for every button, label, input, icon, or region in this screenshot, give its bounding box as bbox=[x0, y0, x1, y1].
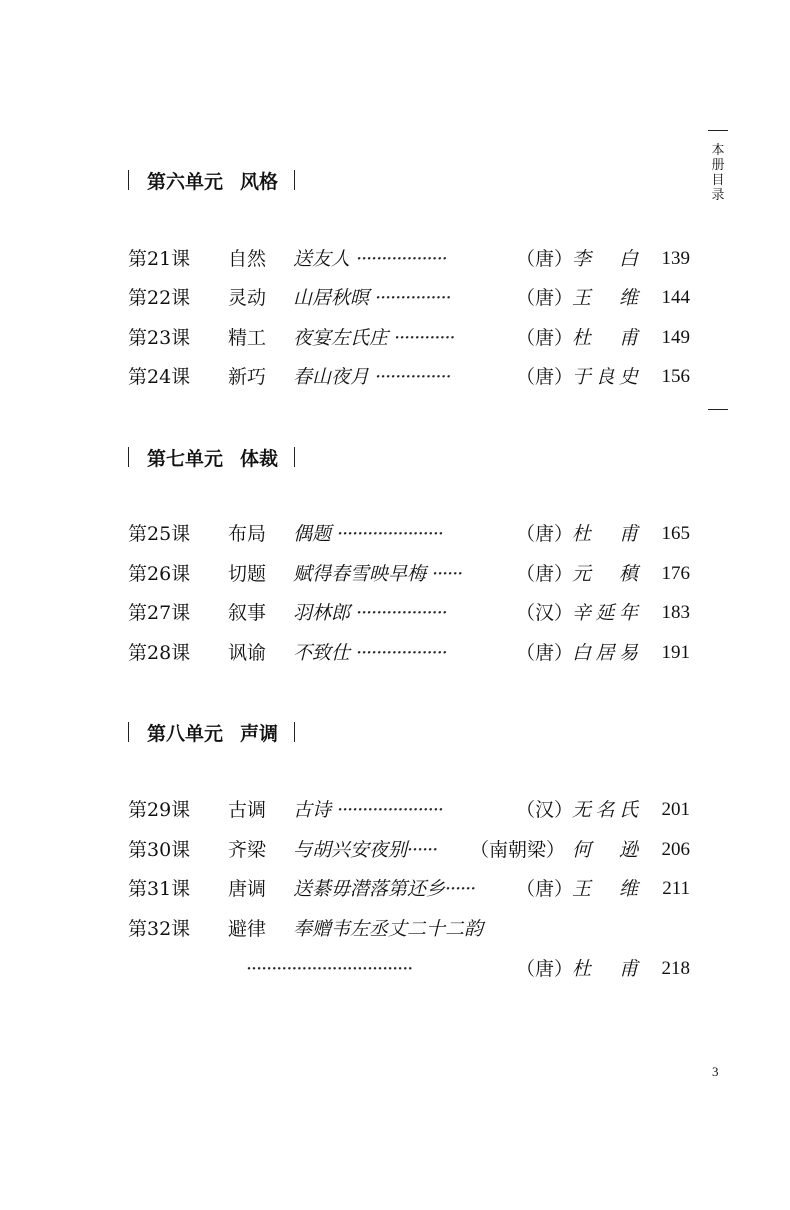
unit-theme: 风格 bbox=[240, 170, 279, 193]
leader-dots: ··············· bbox=[375, 366, 451, 388]
lesson-topic: 避律 bbox=[228, 918, 267, 940]
lesson-topic: 齐梁 bbox=[228, 839, 267, 861]
page-number: 206 bbox=[661, 839, 690, 860]
poem-title-text: 夜宴左氏庄 bbox=[293, 327, 389, 349]
dynasty: （唐） bbox=[516, 642, 574, 664]
lesson-topic: 精工 bbox=[228, 327, 267, 349]
poem-title-text: 与胡兴安夜别 bbox=[293, 839, 408, 861]
lesson-number: 第28课 bbox=[128, 642, 191, 664]
lesson-number: 第31课 bbox=[128, 878, 191, 900]
author: 王维 bbox=[572, 287, 638, 309]
poem-title-text: 送友人 bbox=[293, 248, 351, 270]
lesson-number: 第27课 bbox=[128, 602, 191, 624]
lesson-number: 第23课 bbox=[128, 327, 191, 349]
heading-left-bar bbox=[128, 447, 129, 467]
page-number: 139 bbox=[661, 248, 690, 269]
toc-entry[interactable] bbox=[128, 599, 690, 627]
author: 杜甫 bbox=[572, 327, 638, 349]
toc-entry[interactable] bbox=[128, 915, 690, 943]
author: 杜甫 bbox=[572, 958, 638, 980]
dynasty: （汉） bbox=[516, 799, 574, 821]
toc-entry[interactable] bbox=[128, 245, 690, 273]
author: 无名氏 bbox=[572, 799, 638, 821]
poem-title bbox=[293, 875, 475, 903]
poem-title bbox=[293, 363, 451, 391]
poem-title-text: 古诗 bbox=[293, 799, 332, 821]
leader-dots: ······ bbox=[407, 839, 438, 861]
lesson-topic: 灵动 bbox=[228, 287, 267, 309]
sidebar-label: 本册目录 bbox=[711, 143, 725, 203]
unit-theme: 体裁 bbox=[240, 447, 279, 470]
toc-entry[interactable] bbox=[128, 796, 690, 824]
poem-title-text: 羽林郎 bbox=[293, 602, 351, 624]
poem-title bbox=[293, 599, 447, 627]
lesson-number: 第29课 bbox=[128, 799, 191, 821]
lesson-topic: 叙事 bbox=[228, 602, 267, 624]
page-number: 218 bbox=[661, 958, 690, 979]
leader-dots: ············ bbox=[394, 327, 455, 349]
author: 李白 bbox=[572, 248, 638, 270]
lesson-number: 第25课 bbox=[128, 523, 191, 545]
toc-entry[interactable] bbox=[128, 324, 690, 352]
dynasty: （唐） bbox=[516, 958, 574, 980]
page-number: 183 bbox=[661, 602, 690, 623]
poem-title bbox=[293, 796, 443, 824]
poem-title: 奉赠韦左丞丈二十二韵 bbox=[293, 918, 484, 940]
dynasty: （唐） bbox=[516, 327, 574, 349]
leader-dots: ······ bbox=[445, 878, 476, 900]
dynasty: （南朝梁） bbox=[470, 839, 566, 861]
leader-dots: ································· bbox=[246, 958, 413, 980]
lesson-topic: 新巧 bbox=[228, 366, 267, 388]
page-number: 176 bbox=[661, 563, 690, 584]
lesson-number: 第30课 bbox=[128, 839, 191, 861]
lesson-topic: 古调 bbox=[228, 799, 267, 821]
poem-title bbox=[293, 324, 455, 352]
author: 辛延年 bbox=[572, 602, 638, 624]
sidebar-bottom-rule bbox=[708, 409, 728, 410]
page-number: 165 bbox=[661, 523, 690, 544]
sidebar-top-rule bbox=[708, 130, 728, 131]
leader-dots: ·················· bbox=[356, 248, 447, 270]
page-number: 156 bbox=[661, 366, 690, 387]
dynasty: （唐） bbox=[516, 366, 574, 388]
dynasty: （唐） bbox=[516, 563, 574, 585]
toc-entry[interactable] bbox=[128, 875, 690, 903]
toc-entry[interactable] bbox=[128, 520, 690, 548]
lesson-topic: 讽谕 bbox=[228, 642, 267, 664]
poem-title bbox=[293, 560, 462, 588]
lesson-number: 第24课 bbox=[128, 366, 191, 388]
poem-title bbox=[293, 836, 437, 864]
folio-page-number: 3 bbox=[712, 1064, 719, 1079]
dynasty: （唐） bbox=[516, 287, 574, 309]
unit-heading bbox=[128, 719, 295, 745]
lesson-topic: 自然 bbox=[228, 248, 267, 270]
poem-title bbox=[293, 639, 447, 667]
author: 白居易 bbox=[572, 642, 638, 664]
author: 于良史 bbox=[572, 366, 638, 388]
poem-title bbox=[293, 284, 451, 312]
dynasty: （唐） bbox=[516, 523, 574, 545]
lesson-number: 第32课 bbox=[128, 918, 191, 940]
leader-dots: ·················· bbox=[356, 642, 447, 664]
poem-title-text: 赋得春雪映早梅 bbox=[293, 563, 427, 585]
heading-right-bar bbox=[294, 722, 295, 742]
page-number: 144 bbox=[661, 287, 690, 308]
leader-dots: ··············· bbox=[375, 287, 451, 309]
lesson-topic: 布局 bbox=[228, 523, 267, 545]
page-number: 211 bbox=[662, 878, 690, 899]
heading-left-bar bbox=[128, 170, 129, 190]
unit-number: 第七单元 bbox=[147, 447, 224, 470]
leader-dots: ····················· bbox=[337, 523, 443, 545]
toc-entry[interactable] bbox=[128, 363, 690, 391]
toc-entry-continuation[interactable] bbox=[128, 955, 690, 983]
heading-right-bar bbox=[294, 447, 295, 467]
poem-title-text: 山居秋暝 bbox=[293, 287, 370, 309]
leader-dots: ·················· bbox=[356, 602, 447, 624]
dynasty: （汉） bbox=[516, 602, 574, 624]
page-number: 201 bbox=[661, 799, 690, 820]
author: 元稹 bbox=[572, 563, 638, 585]
toc-entry[interactable] bbox=[128, 836, 690, 864]
poem-title bbox=[293, 245, 447, 273]
toc-entry[interactable] bbox=[128, 284, 690, 312]
toc-entry[interactable] bbox=[128, 560, 690, 588]
poem-title-text: 春山夜月 bbox=[293, 366, 370, 388]
lesson-number: 第26课 bbox=[128, 563, 191, 585]
toc-entry[interactable] bbox=[128, 639, 690, 667]
lesson-number: 第21课 bbox=[128, 248, 191, 270]
dynasty: （唐） bbox=[516, 248, 574, 270]
author: 杜甫 bbox=[572, 523, 638, 545]
unit-number: 第八单元 bbox=[147, 722, 224, 745]
poem-title-text: 不致仕 bbox=[293, 642, 351, 664]
poem-title bbox=[293, 520, 443, 548]
poem-title-text: 送綦毋潜落第还乡 bbox=[293, 878, 446, 900]
unit-number: 第六单元 bbox=[147, 170, 224, 193]
lesson-number: 第22课 bbox=[128, 287, 191, 309]
heading-right-bar bbox=[294, 170, 295, 190]
unit-theme: 声调 bbox=[240, 722, 279, 745]
lesson-topic: 切题 bbox=[228, 563, 267, 585]
unit-heading bbox=[128, 167, 295, 193]
heading-left-bar bbox=[128, 722, 129, 742]
author: 何逊 bbox=[572, 839, 638, 861]
dynasty: （唐） bbox=[516, 878, 574, 900]
poem-title-text: 偶题 bbox=[293, 523, 332, 545]
leader-dots: ······ bbox=[432, 563, 463, 585]
unit-heading bbox=[128, 444, 295, 470]
page-number: 191 bbox=[661, 642, 690, 663]
leader-dots: ····················· bbox=[337, 799, 443, 821]
page-number: 149 bbox=[661, 327, 690, 348]
lesson-topic: 唐调 bbox=[228, 878, 267, 900]
author: 王维 bbox=[572, 878, 638, 900]
